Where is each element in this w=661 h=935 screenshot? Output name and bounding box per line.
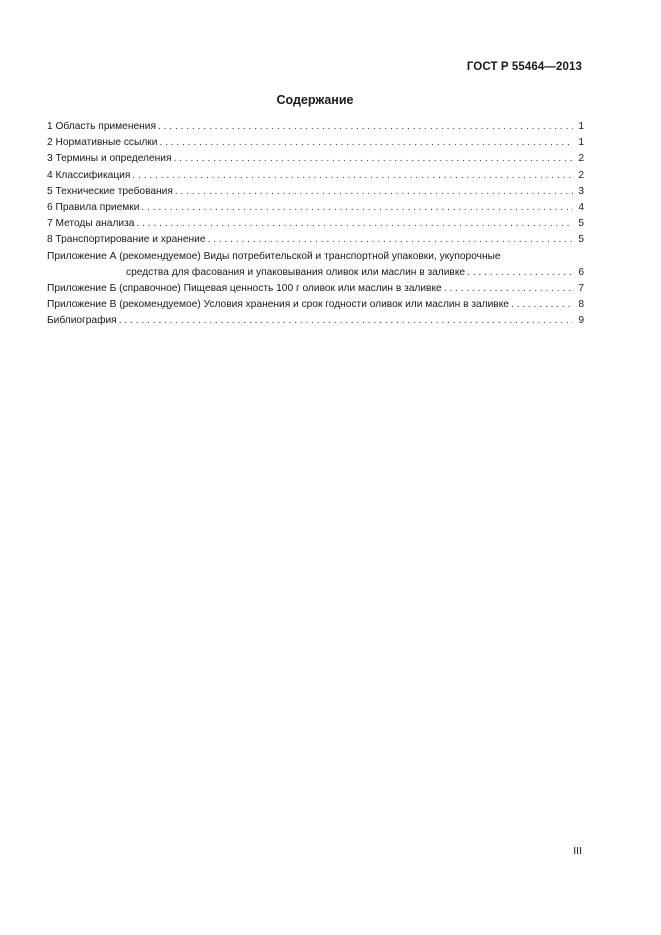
toc-entry-page: 8 [578, 299, 584, 311]
toc-entry-label: 6 Правила приемки [47, 201, 140, 213]
toc-entry-label: Приложение А (рекомендуемое) Виды потребительской и транспортной упаковки, укупорочные [47, 250, 501, 262]
toc-entry[interactable] [47, 119, 584, 135]
toc-entry-label: Приложение В (рекомендуемое) Условия хранения и срок годности оливок или маслин в заливке [47, 299, 509, 311]
dot-leader [119, 313, 573, 329]
dot-leader [158, 119, 573, 135]
toc-entry-label: 8 Транспортирование и хранение [47, 234, 206, 246]
toc-entry[interactable] [47, 135, 584, 151]
dot-leader [175, 184, 573, 200]
toc-entry[interactable] [47, 281, 584, 297]
dot-leader [444, 281, 573, 297]
toc-entry-label: 3 Термины и определения [47, 153, 172, 165]
dot-leader [208, 232, 573, 248]
toc-entry-page: 1 [578, 121, 584, 132]
toc-entry[interactable] [47, 200, 584, 216]
toc-entry-page: 3 [578, 185, 584, 197]
dot-leader [159, 135, 573, 151]
toc-entry-page: 2 [578, 153, 584, 165]
toc-entry-page: 2 [578, 169, 584, 181]
document-code: ГОСТ Р 55464—2013 [466, 61, 582, 73]
toc-entry[interactable] [47, 184, 584, 200]
toc-entry-label: Библиография [47, 315, 117, 327]
toc-entry-label: Приложение Б (справочное) Пищевая ценность 100 г оливок или маслин в заливке [47, 282, 442, 294]
toc-entry-label: 1 Область применения [47, 121, 156, 132]
dot-leader [132, 168, 573, 184]
toc-entry-page: 1 [578, 137, 584, 149]
toc-entry-page: 7 [578, 282, 584, 294]
toc-entry[interactable] [47, 151, 584, 167]
toc-entry[interactable] [47, 216, 584, 232]
toc-entry-page: 5 [578, 234, 584, 246]
dot-leader [173, 151, 573, 167]
toc-entry-label: средства для фасования и упаковывания оливок или маслин в заливке [126, 266, 466, 278]
toc-entry[interactable] [47, 232, 584, 248]
page-number: III [573, 845, 582, 857]
toc-title: Содержание [276, 93, 354, 107]
toc-entry[interactable] [47, 297, 584, 313]
toc-entry[interactable] [47, 168, 584, 184]
toc-entry[interactable] [47, 313, 584, 329]
dot-leader [511, 297, 573, 313]
dot-leader [467, 265, 573, 281]
toc-entry-page: 6 [578, 266, 584, 278]
toc-entry-label: 5 Технические требования [47, 185, 173, 197]
toc-entry-page: 5 [578, 218, 584, 230]
toc-entry[interactable] [47, 249, 584, 281]
toc-entry-page: 9 [578, 315, 584, 327]
dot-leader [141, 200, 573, 216]
dot-leader [136, 216, 573, 232]
toc-entry-label: 7 Методы анализа [47, 218, 135, 230]
toc-entry-continuation [47, 265, 584, 281]
table-of-contents [47, 119, 584, 329]
toc-entry-page: 4 [578, 201, 584, 213]
toc-entry-label: 2 Нормативные ссылки [47, 137, 158, 149]
toc-entry-label: 4 Классификация [47, 169, 131, 181]
